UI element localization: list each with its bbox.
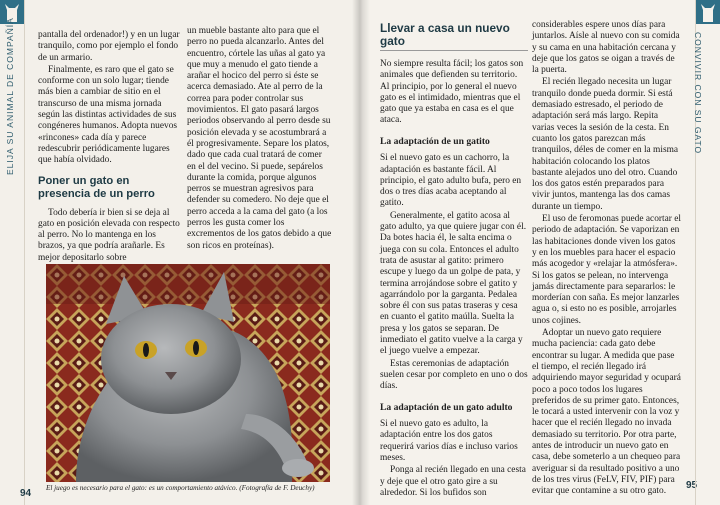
- page-number-right: 95: [686, 480, 698, 491]
- subheading: La adaptación de un gatito: [380, 135, 490, 147]
- paragraph: considerables espere unos días para juntarlos. Aísle al nuevo con su comida y su cama en una habitación cercana y deje que los gatos se oigan a través de la puerta.: [532, 20, 680, 76]
- left-column-1: [38, 30, 180, 265]
- paragraph: Ponga al recién llegado en una cesta y deje que el otro gato gire a su alrededor. Si los bufidos son: [380, 465, 526, 498]
- left-column-2: [187, 26, 332, 253]
- paragraph: Generalmente, el gatito acosa al gato adulto, ya que quiere jugar con él. Da botes hacia él, le salta encima o juega con su cola. Entonces el adulto trata de asustar al gatito: primero escupe y luego da un golpe de pata, y termina arrojándose sobre el gatito y agarrándolo por la garganta. Pedalea sobre él con sus patas traseras y cesa en cuanto el gatito maúlla. Suelta la presa y los gatos se separan. De inmediato el gatito vuelve a la carga y el juego vuelve a empezar.: [380, 210, 527, 357]
- article-heading: Llevar a casa un nuevo gato: [380, 21, 510, 48]
- paragraph: El uso de feromonas puede acortar el periodo de adaptación. Se vaporizan en las habitaciones donde viven los gatos y en los muebles para hacer el espacio más acogedor y «relajar la atmósfera». Si los gatos se pelean, no intervenga jamás directamente para separarlos: le morderían con saña. Es mejor lanzarles agua o, si esto no es posible, arrojarles unos cojines.: [532, 214, 682, 326]
- paragraph: pantalla del ordenador!) y en un lugar tranquilo, como por ejemplo el fondo de un armario.: [38, 30, 180, 63]
- right-page: [360, 0, 720, 505]
- paragraph: Todo debería ir bien si se deja al gato en posición elevada con respecto al perro. No lo mantenga en los brazos, ya que podría arañarle. Es mejor depositarlo sobre: [38, 207, 180, 263]
- right-column-1: [380, 20, 528, 500]
- paragraph: Si el nuevo gato es un cachorro, la adaptación es bastante fácil. Al principio, el gato adulto bufa, pero en dos o tres días acaba aceptando al gatito.: [380, 153, 522, 209]
- right-sidebar: [695, 0, 720, 505]
- photo-caption: El juego es necesario para el gato: es un comportamiento atávico. (Fotografía de F. Deuchy): [46, 484, 315, 492]
- page-number-left: 94: [20, 488, 32, 499]
- left-sidebar: [0, 0, 25, 505]
- section-heading: Poner un gato en presencia de un perro: [38, 174, 155, 200]
- right-column-2: [532, 20, 682, 498]
- paragraph: Si el nuevo gato es adulto, la adaptación entre los dos gatos requerirá varios días e incluso varios meses.: [380, 419, 518, 463]
- paragraph: Estas ceremonias de adaptación suelen cesar por completo en uno o dos días.: [380, 358, 528, 392]
- book-gutter: [352, 0, 370, 505]
- paragraph: un mueble bastante alto para que el perro no pueda alcanzarlo. Antes del encuentro, córtele las uñas al gato ya que muy a menudo el gato tiende a arañar el hocico del perro si éste se acerca demasiado. Ate al perro de la correa para poder controlar sus movimientos. El gato pasará largos periodos observando al perro desde su posición elevada y se acostumbrará a él progresivamente. Separe los platos, dado que cada cual tratará de comer en el del vecino. Si puede, sepárelos durante la comida, porque algunos perros se muestran agresivos para defender su comedero. No deje que el perro acceda a la cama del gato (a los perros les gusta comer los excrementos de los gatos debido a que son ricos en proteínas).: [187, 26, 332, 251]
- heading-rule: [380, 50, 528, 51]
- right-running-head: CONVIVIR CON SU GATO: [693, 32, 703, 155]
- cat-silhouette-icon: [696, 0, 720, 24]
- paragraph: Finalmente, es raro que el gato se conforme con un solo lugar; tiende más bien a cambiar de sitio en el transcurso de una misma jornada según las distintas actividades de sus congéneres humanos. Adopta nuevos «rincones» cada día y parece redescubrir periódicamente lugares que había olvidado.: [38, 64, 178, 166]
- subheading: La adaptación de un gato adulto: [380, 401, 513, 413]
- paragraph: El recién llegado necesita un lugar tranquilo donde pueda dormir. Si está demasiado estresado, el periodo de adaptación será más largo. Repita varias veces la sesión de la cesta. En cuanto los gatos parezcan más tranquilos, déles de comer en la misma habitación colocando los platos bastante alejados uno del otro. Cuando los dos gatos estén preparados para vivir juntos, mantenga las dos camas durante un tiempo.: [532, 77, 679, 212]
- left-running-head: ELIJA SU ANIMAL DE COMPAÑÍA: [5, 17, 15, 175]
- paragraph: Adoptar un nuevo gato requiere mucha paciencia: cada gato debe encontrar su lugar. A medida que pase el tiempo, el recién llegado irá adquiriendo mayor seguridad y ocupará poco a poco todos los lugares preferidos de su primer gato. Entonces, le tocará a usted intervenir con la voz y hacer que el recién llegado no invada demasiado su territorio. Por otra parte, antes de introducir un nuevo gato en casa, debe someterlo a un chequeo para averiguar si da resultado positivo a uno de los tres virus (FeLV, FIV, PIF) para evitar que contamine a su otro gato.: [532, 328, 681, 497]
- cat-photo: [46, 264, 330, 482]
- paragraph: No siempre resulta fácil; los gatos son animales que defienden su territorio. Al principio, por lo general el nuevo gato es el intimidado, mientras que el gato que ya estaba en casa es el que ataca.: [380, 59, 524, 126]
